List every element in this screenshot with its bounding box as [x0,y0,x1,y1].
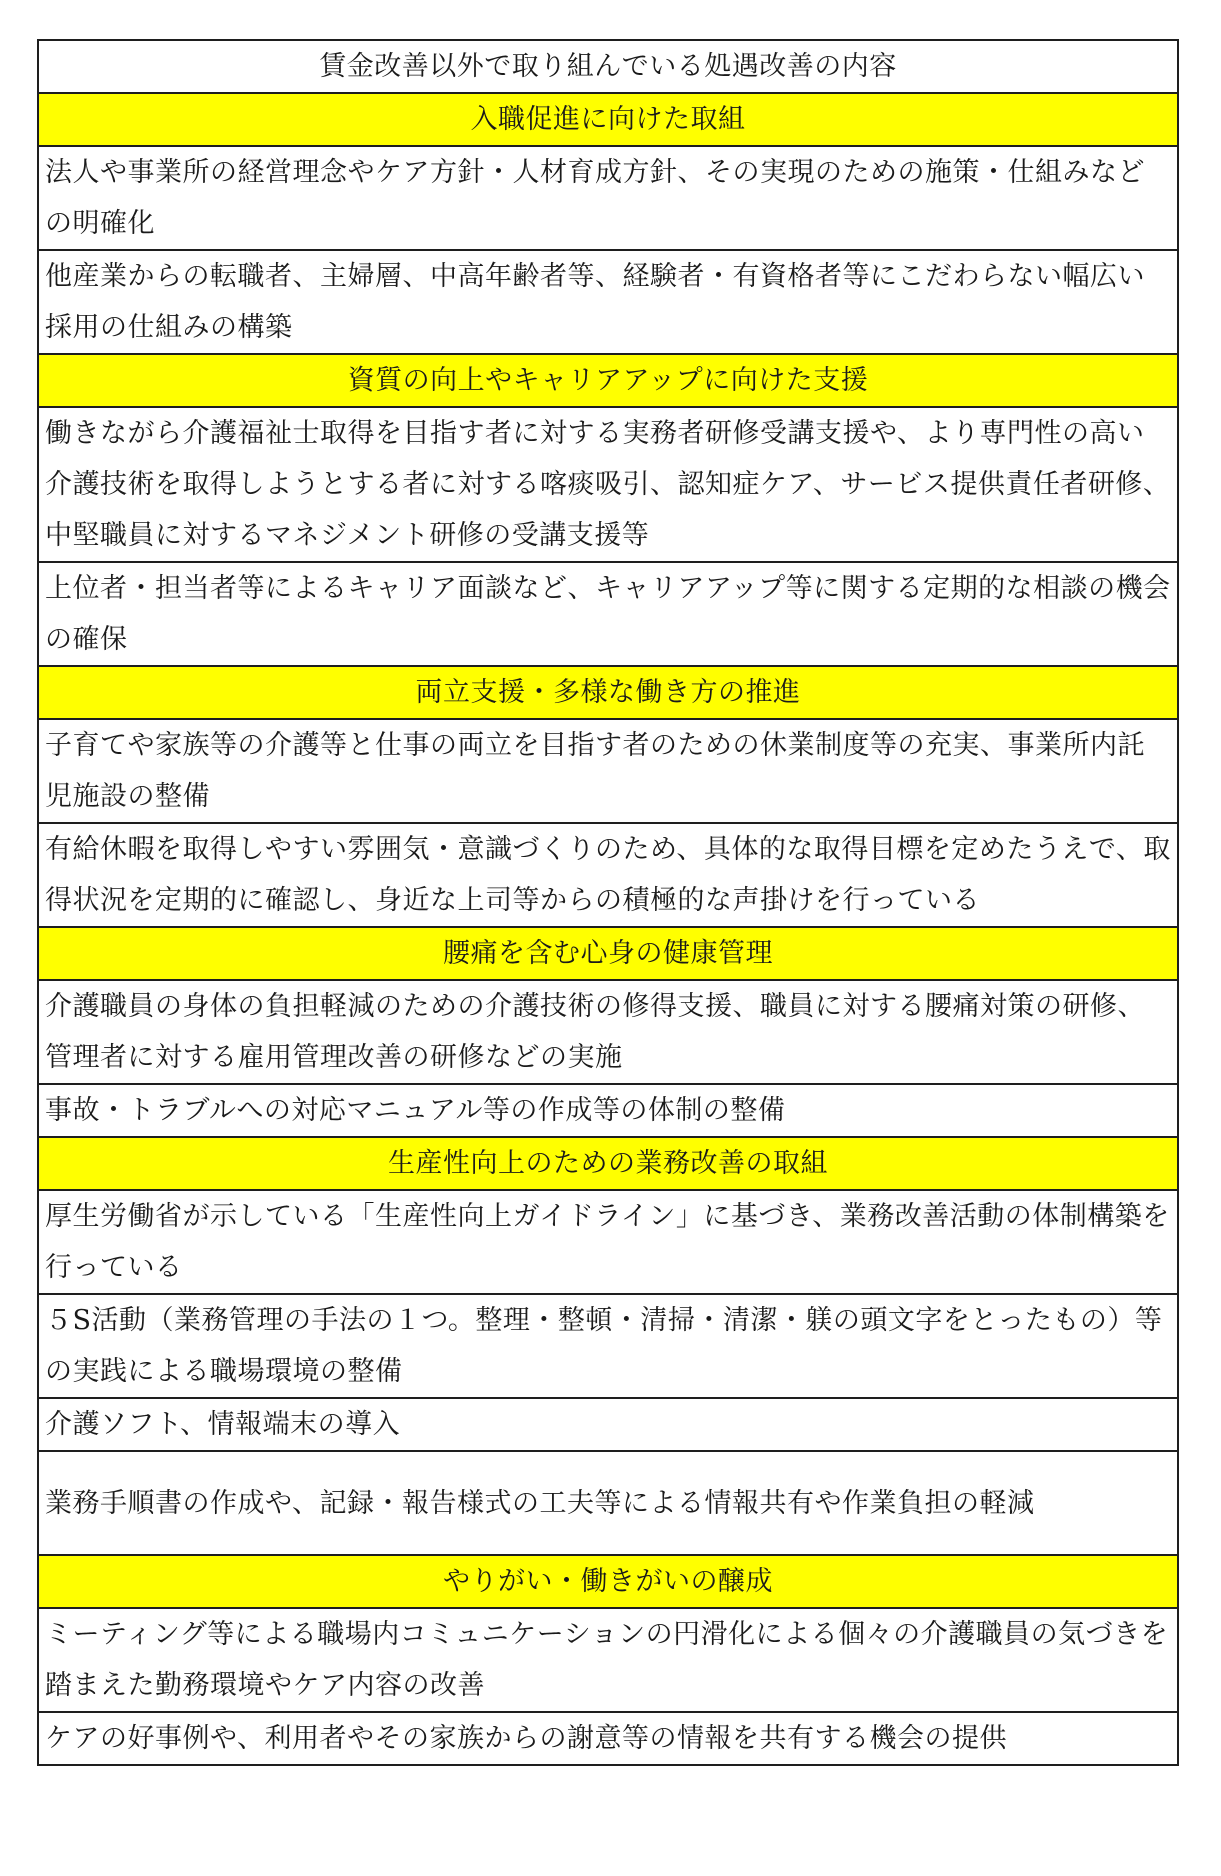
category-row-work-balance [38,666,1178,719]
table-row [38,719,1178,823]
table-row [38,823,1178,927]
table-row [38,980,1178,1084]
table-row [38,1294,1178,1398]
item-text: 介護職員の身体の負担軽減のための介護技術の修得支援、職員に対する腰痛対策の研修、管理者に対する雇用管理改善の研修などの実施 [38,980,1178,1084]
category-row-recruitment [38,93,1178,146]
item-text: 厚生労働省が示している「生産性向上ガイドライン」に基づき、業務改善活動の体制構築を行っている [38,1190,1178,1294]
category-row-motivation [38,1555,1178,1608]
item-text: 上位者・担当者等によるキャリア面談など、キャリアアップ等に関する定期的な相談の機会の確保 [38,562,1178,666]
table-row [38,1712,1178,1765]
item-text: ミーティング等による職場内コミュニケーションの円滑化による個々の介護職員の気づきを踏まえた勤務環境やケア内容の改善 [38,1608,1178,1712]
table-row [38,250,1178,354]
item-text: ケアの好事例や、利用者やその家族からの謝意等の情報を共有する機会の提供 [38,1712,1178,1765]
table-title-row [38,40,1178,93]
category-header: 生産性向上のための業務改善の取組 [38,1137,1178,1190]
improvement-document [37,39,1179,1766]
category-row-career [38,354,1178,407]
item-text: ５S活動（業務管理の手法の１つ。整理・整頓・清掃・清潔・躾の頭文字をとったもの）等の実践による職場環境の整備 [38,1294,1178,1398]
item-text: 他産業からの転職者、主婦層、中高年齢者等、経験者・有資格者等にこだわらない幅広い採用の仕組みの構築 [38,250,1178,354]
table-row [38,562,1178,666]
item-text: 法人や事業所の経営理念やケア方針・人材育成方針、その実現のための施策・仕組みなどの明確化 [38,146,1178,250]
table-row [38,1190,1178,1294]
item-text: 事故・トラブルへの対応マニュアル等の作成等の体制の整備 [38,1084,1178,1137]
category-header: 両立支援・多様な働き方の推進 [38,666,1178,719]
item-text: 働きながら介護福祉士取得を目指す者に対する実務者研修受講支援や、より専門性の高い介護技術を取得しようとする者に対する喀痰吸引、認知症ケア、サービス提供責任者研修、中堅職員に対するマネジメント研修の受講支援等 [38,407,1178,562]
category-row-productivity [38,1137,1178,1190]
category-header: 腰痛を含む心身の健康管理 [38,927,1178,980]
table-row [38,407,1178,562]
category-header: やりがい・働きがいの醸成 [38,1555,1178,1608]
table-row [38,1398,1178,1451]
item-text: 介護ソフト、情報端末の導入 [38,1398,1178,1451]
improvement-table [37,39,1179,1766]
category-header: 入職促進に向けた取組 [38,93,1178,146]
table-row [38,146,1178,250]
item-text: 子育てや家族等の介護等と仕事の両立を目指す者のための休業制度等の充実、事業所内託児施設の整備 [38,719,1178,823]
table-row [38,1451,1178,1555]
table-title: 賃金改善以外で取り組んでいる処遇改善の内容 [38,40,1178,93]
item-text: 有給休暇を取得しやすい雰囲気・意識づくりのため、具体的な取得目標を定めたうえで、取得状況を定期的に確認し、身近な上司等からの積極的な声掛けを行っている [38,823,1178,927]
category-header: 資質の向上やキャリアアップに向けた支援 [38,354,1178,407]
table-row [38,1084,1178,1137]
item-text: 業務手順書の作成や、記録・報告様式の工夫等による情報共有や作業負担の軽減 [38,1451,1178,1555]
table-row [38,1608,1178,1712]
category-row-health [38,927,1178,980]
